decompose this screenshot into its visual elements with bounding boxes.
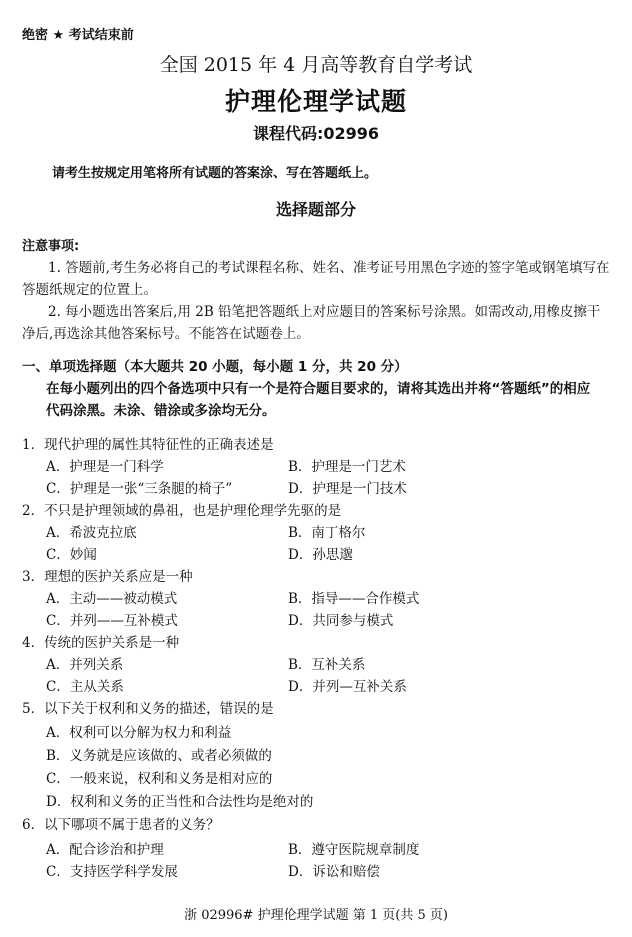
option-a: A．希波克拉底 — [46, 525, 137, 541]
section-note: 在每小题列出的四个备选项中只有一个是符合题目要求的，请将其选出并将“答题纸”的相应代码涂黑。未涂、错涂或多涂均无分。 — [46, 381, 591, 419]
course-code: 课程代码:02996 — [252, 124, 380, 143]
question-stem: 3．理想的医护关系应是一种 — [22, 569, 193, 585]
option-d: D．并列—互补关系 — [288, 679, 407, 695]
option-d: D．护理是一门技术 — [288, 481, 407, 497]
option-c: C．护理是一张“三条腿的椅子” — [46, 481, 233, 497]
option-a: A．配合诊治和护理 — [46, 842, 164, 858]
option-d: D．共同参与模式 — [288, 613, 394, 629]
question-stem: 1．现代护理的属性其特征性的正确表述是 — [22, 437, 274, 453]
question-stem: 2．不只是护理领域的鼻祖，也是护理伦理学先驱的是 — [22, 503, 342, 519]
question-stem: 4．传统的医护关系是一种 — [22, 635, 180, 651]
option-c: C．支持医学科学发展 — [46, 864, 178, 880]
option-b: B．互补关系 — [288, 657, 366, 673]
question-stem: 5．以下关于权利和义务的描述，错误的是 — [22, 701, 274, 717]
option-c: C．一般来说，权利和义务是相对应的 — [46, 771, 273, 787]
confidential-label: 绝密 ★ 考试结束前 — [22, 28, 134, 43]
exam-title: 全国 2015 年 4 月高等教育自学考试 — [159, 54, 473, 76]
notes-title: 注意事项: — [22, 239, 80, 254]
option-b: B．护理是一门艺术 — [288, 459, 406, 475]
section-title: 一、单项选择题（本大题共 20 小题，每小题 1 分，共 20 分） — [22, 359, 408, 375]
option-d: D．权利和义务的正当性和合法性均是绝对的 — [46, 794, 314, 810]
page-footer: 浙 02996# 护理伦理学试题 第 1 页(共 5 页) — [184, 908, 448, 923]
option-c: C．并列——互补模式 — [46, 613, 178, 629]
option-d: D．诉讼和赔偿 — [288, 864, 380, 880]
note-item — [22, 301, 612, 345]
subject-title: 护理伦理学试题 — [224, 87, 407, 116]
part-title: 选择题部分 — [275, 200, 356, 219]
question-stem: 6．以下哪项不属于患者的义务？ — [22, 817, 220, 833]
option-b: B．指导——合作模式 — [288, 591, 420, 607]
option-d: D．孙思邈 — [288, 547, 353, 563]
option-a: A．主动——被动模式 — [46, 591, 178, 607]
note-item-text: 1. 答题前,考生务必将自己的考试课程名称、姓名、准考证号用黑色字迹的签字笔或钢笔填写在答题纸规定的位置上。 — [22, 260, 610, 298]
option-c: C．妙闻 — [46, 547, 97, 563]
option-a: A．护理是一门科学 — [46, 459, 164, 475]
option-b: B．遵守医院规章制度 — [288, 842, 420, 858]
option-c: C．主从关系 — [46, 679, 124, 695]
option-a: A．权利可以分解为权力和利益 — [46, 725, 232, 741]
option-a: A．并列关系 — [46, 657, 124, 673]
option-b: B．南丁格尔 — [288, 525, 366, 541]
option-b: B．义务就是应该做的、或者必须做的 — [46, 748, 272, 764]
note-item — [22, 257, 612, 301]
answer-instruction: 请考生按规定用笔将所有试题的答案涂、写在答题纸上。 — [52, 166, 378, 181]
note-item-text: 2. 每小题选出答案后,用 2B 铅笔把答题纸上对应题目的答案标号涂黑。如需改动,用橡皮擦干净后,再选涂其他答案标号。不能答在试题卷上。 — [22, 304, 601, 342]
